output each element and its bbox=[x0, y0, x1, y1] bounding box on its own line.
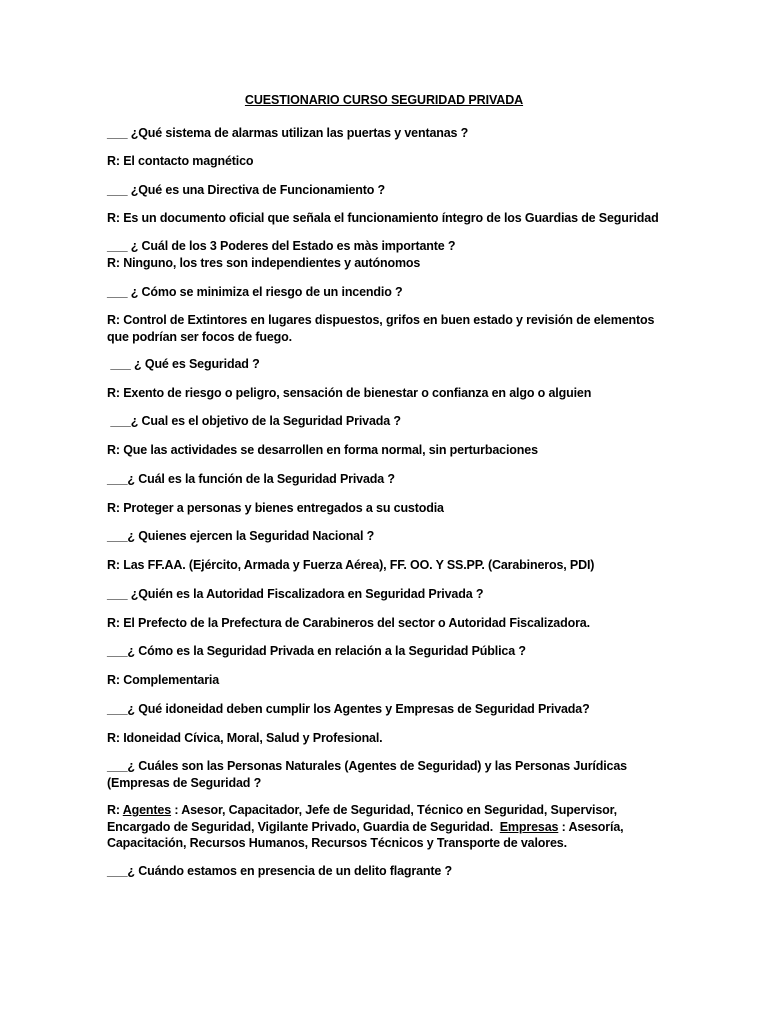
answer-6: R: Que las actividades se desarrollen en forma normal, sin perturbaciones bbox=[107, 443, 538, 457]
answer-10: R: Complementaria bbox=[107, 673, 220, 687]
answer-3: R: Ninguno, los tres son independientes y autónomos bbox=[107, 256, 421, 270]
answer-5: R: Exento de riesgo o peligro, sensación de bienestar o confianza en algo o alguien bbox=[107, 386, 592, 400]
answer-11: R: Idoneidad Cívica, Moral, Salud y Profesional. bbox=[107, 731, 383, 745]
document-title: CUESTIONARIO CURSO SEGURIDAD PRIVADA bbox=[244, 93, 524, 107]
answer-1: R: El contacto magnético bbox=[107, 154, 254, 168]
question-9: ___ ¿Quién es la Autoridad Fiscalizadora en Seguridad Privada ? bbox=[107, 587, 484, 601]
question-10: ___¿ Cómo es la Seguridad Privada en relación a la Seguridad Pública ? bbox=[107, 644, 526, 658]
agentes-text: : Asesor, Capacitador, Jefe de Seguridad, Técnico en Seguridad, Supervisor, Encargado de Seguridad, Vigilante Privado, Guardia de Seguridad. bbox=[107, 803, 621, 834]
question-5: ___ ¿ Qué es Seguridad ? bbox=[107, 357, 260, 371]
question-4: ___ ¿ Cómo se minimiza el riesgo de un incendio ? bbox=[107, 285, 403, 299]
question-7: ___¿ Cuál es la función de la Seguridad Privada ? bbox=[107, 472, 395, 486]
question-6: ___¿ Cual es el objetivo de la Seguridad Privada ? bbox=[107, 414, 401, 428]
answer-7: R: Proteger a personas y bienes entregados a su custodia bbox=[107, 501, 444, 515]
question-11: ___¿ Qué idoneidad deben cumplir los Agentes y Empresas de Seguridad Privada? bbox=[107, 702, 590, 716]
answer-4: R: Control de Extintores en lugares dispuestos, grifos en buen estado y revisión de elementos que podrían ser focos de fuego. bbox=[107, 313, 658, 344]
question-12: ___¿ Cuáles son las Personas Naturales (Agentes de Seguridad) y las Personas Jurídicas (Empresas de Seguridad ? bbox=[107, 759, 631, 790]
question-2: ___ ¿Qué es una Directiva de Funcionamiento ? bbox=[107, 183, 386, 197]
question-1: ___ ¿Qué sistema de alarmas utilizan las puertas y ventanas ? bbox=[107, 126, 469, 140]
empresas-text: : Asesoría, Capacitación, Recursos Humanos, Recursos Técnicos y Transporte de valores. bbox=[107, 819, 627, 850]
agentes-label: Agentes bbox=[122, 803, 172, 817]
empresas-label: Empresas bbox=[499, 819, 559, 834]
answer-9: R: El Prefecto de la Prefectura de Carabineros del sector o Autoridad Fiscalizadora. bbox=[107, 616, 590, 630]
answer-prefix: R: bbox=[107, 803, 123, 817]
question-8: ___¿ Quienes ejercen la Seguridad Nacional ? bbox=[107, 529, 375, 543]
question-3: ___ ¿ Cuál de los 3 Poderes del Estado es màs importante ? bbox=[107, 239, 456, 253]
answer-12 bbox=[107, 802, 667, 852]
answer-2: R: Es un documento oficial que señala el funcionamiento íntegro de los Guardias de Seguridad bbox=[107, 211, 659, 225]
question-13: ___¿ Cuándo estamos en presencia de un delito flagrante ? bbox=[107, 864, 453, 878]
answer-8: R: Las FF.AA. (Ejército, Armada y Fuerza Aérea), FF. OO. Y SS.PP. (Carabineros, PDI) bbox=[107, 558, 595, 572]
